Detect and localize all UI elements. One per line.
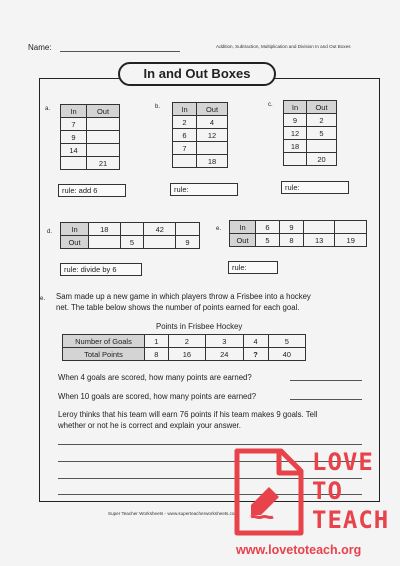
frisbee-text-line1: Sam made up a new game in which players throw a Frisbee into a hockey [56, 292, 311, 301]
logo-word-teach: TEACH [312, 506, 390, 534]
problem-c-table [283, 100, 337, 166]
table-cell: 2 [307, 114, 337, 127]
table-cell [144, 236, 176, 249]
table-cell: 16 [168, 348, 205, 361]
table-cell: 4 [243, 335, 268, 348]
table-cell [303, 221, 335, 234]
table-cell [120, 223, 144, 236]
table-cell: 9 [61, 131, 87, 144]
problem-b-letter: b. [155, 104, 161, 110]
table-cell: 8 [279, 234, 303, 247]
problem-e-rule: rule: [228, 261, 278, 274]
header-out: Out [87, 105, 120, 118]
problem-d-letter: d. [47, 229, 53, 235]
footer-credit: Super Teacher Worksheets - www.superteacherworksheets.com [108, 511, 239, 516]
worksheet-subtitle: Addition, Subtraction, Multiplication and Division In and Out Boxes [216, 44, 351, 49]
table-cell: 2 [173, 116, 197, 129]
problem-b-rule: rule: [170, 183, 238, 196]
table-cell: 40 [268, 348, 305, 361]
problem-e-table [229, 220, 367, 247]
logo-url[interactable]: www.lovetoteach.org [236, 543, 362, 557]
table-cell [87, 144, 120, 157]
table-cell: 9 [284, 114, 307, 127]
table-cell [87, 118, 120, 131]
table-cell: 24 [206, 348, 243, 361]
table-cell [335, 221, 367, 234]
table-cell [87, 131, 120, 144]
table-cell: 6 [173, 129, 197, 142]
table-cell: 7 [173, 142, 197, 155]
table-cell: 9 [279, 221, 303, 234]
frisbee-letter: e. [40, 296, 46, 302]
table-cell: 1 [145, 335, 169, 348]
problem-d-table [60, 222, 200, 249]
frisbee-text-line2: net. The table below shows the number of points earned for each goal. [56, 303, 300, 312]
table-cell: 5 [307, 127, 337, 140]
header-in: In [284, 101, 307, 114]
logo-word-to: TO [312, 477, 343, 505]
question-3-line1: Leroy thinks that his team will earn 76 points if his team makes 9 goals. Tell [58, 410, 318, 419]
row-label-out: Out [61, 236, 89, 249]
table-cell: 18 [89, 223, 121, 236]
header-out: Out [307, 101, 337, 114]
name-line [60, 51, 180, 52]
problem-a-table [60, 104, 120, 170]
table-cell: 18 [197, 155, 228, 168]
answer-line-2[interactable] [290, 399, 362, 400]
table-cell: 3 [206, 335, 243, 348]
name-label: Name: [28, 43, 52, 52]
row-label-in: In [61, 223, 89, 236]
table-cell: 14 [61, 144, 87, 157]
table-cell: 2 [168, 335, 205, 348]
table-cell [61, 157, 87, 170]
table-cell: 12 [197, 129, 228, 142]
question-1: When 4 goals are scored, how many points are earned? [58, 373, 252, 382]
table-cell: 5 [268, 335, 305, 348]
header-in: In [61, 105, 87, 118]
logo-word-love: LOVE [312, 448, 374, 476]
problem-c-letter: c. [268, 102, 273, 108]
table-cell: 4 [197, 116, 228, 129]
header-in: In [173, 103, 197, 116]
table-cell: 13 [303, 234, 335, 247]
table-cell [173, 155, 197, 168]
table-cell: 5 [256, 234, 280, 247]
problem-d-rule: rule: divide by 6 [60, 263, 142, 276]
table-cell: 7 [61, 118, 87, 131]
page-title: In and Out Boxes [118, 62, 276, 86]
table-cell: 18 [284, 140, 307, 153]
row-label-in: In [230, 221, 256, 234]
frisbee-table-title: Points in Frisbee Hockey [156, 322, 243, 331]
row-label-points: Total Points [63, 348, 145, 361]
table-cell: 8 [145, 348, 169, 361]
question-3-line2: whether or not he is correct and explain your answer. [58, 421, 241, 430]
row-label-out: Out [230, 234, 256, 247]
answer-line-3[interactable] [58, 444, 362, 445]
table-cell [176, 223, 200, 236]
table-cell: 6 [256, 221, 280, 234]
table-cell: 5 [120, 236, 144, 249]
table-cell [284, 153, 307, 166]
table-cell: 42 [144, 223, 176, 236]
row-label-goals: Number of Goals [63, 335, 145, 348]
problem-e-letter: e. [216, 226, 222, 232]
question-2: When 10 goals are scored, how many points are earned? [58, 392, 257, 401]
problem-a-letter: a. [45, 106, 51, 112]
problem-c-rule: rule: [281, 181, 349, 194]
table-cell: 21 [87, 157, 120, 170]
table-cell: ? [243, 348, 268, 361]
table-cell: 12 [284, 127, 307, 140]
answer-line-1[interactable] [290, 380, 362, 381]
table-cell: 9 [176, 236, 200, 249]
table-cell: 19 [335, 234, 367, 247]
problem-b-table [172, 102, 228, 168]
table-cell [307, 140, 337, 153]
document-pencil-icon [233, 447, 305, 537]
frisbee-table [62, 334, 306, 361]
problem-a-rule: rule: add 6 [58, 184, 126, 197]
table-cell: 20 [307, 153, 337, 166]
header-out: Out [197, 103, 228, 116]
table-cell [197, 142, 228, 155]
table-cell [89, 236, 121, 249]
